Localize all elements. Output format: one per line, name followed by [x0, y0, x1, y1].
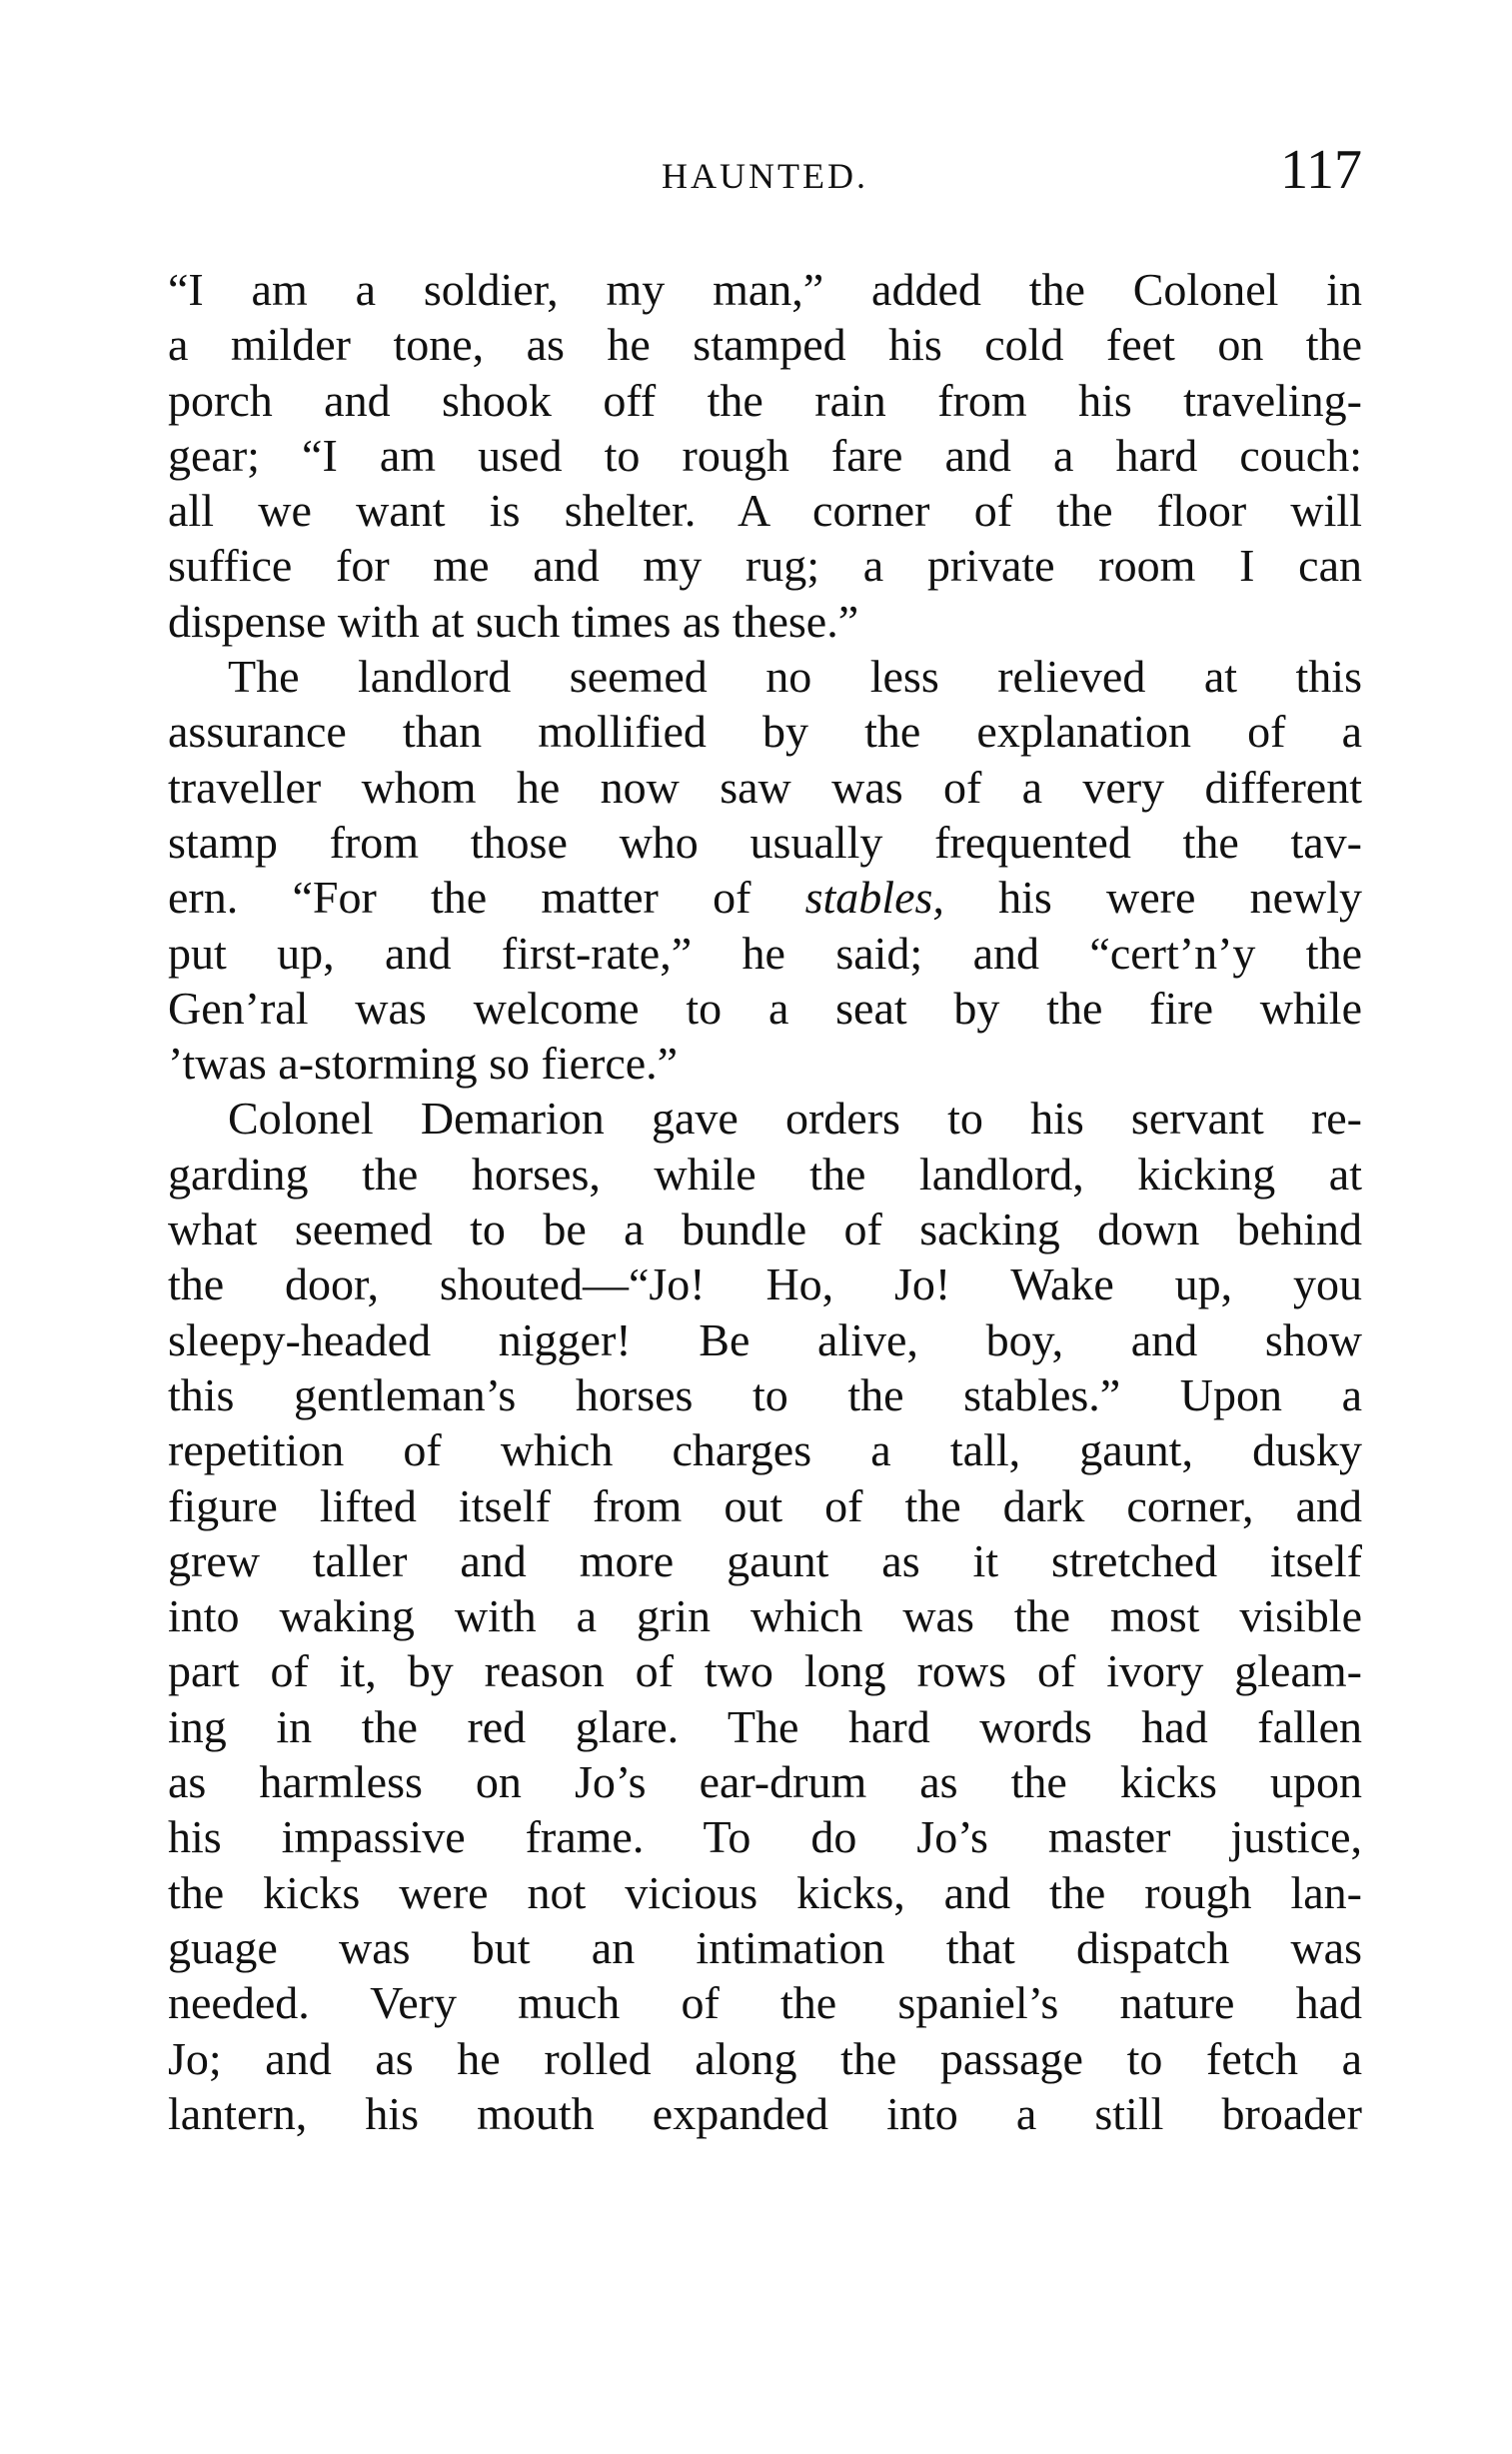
text-line: as harmless on Jo’s ear-drum as the kicks upon	[168, 1756, 1362, 1808]
text-line: stamp from those who usually frequented the tav-	[168, 816, 1362, 868]
text-line: suffice for me and my rug; a private room I can	[168, 540, 1362, 592]
page-header	[168, 140, 1362, 210]
text-line: ’twas a-storming so fierce.”	[168, 1038, 679, 1090]
text-line: gear; “I am used to rough fare and a hard couch:	[168, 429, 1362, 481]
text-line: Colonel Demarion gave orders to his servant re-	[228, 1093, 1362, 1145]
running-head: HAUNTED.	[662, 156, 868, 196]
text-line: assurance than mollified by the explanation of a	[168, 706, 1362, 758]
text-line: The landlord seemed no less relieved at this	[228, 651, 1362, 703]
text-line: figure lifted itself from out of the dark corner, and	[168, 1479, 1362, 1531]
text-line: this gentleman’s horses to the stables.” Upon a	[168, 1368, 1362, 1420]
text-line: sleepy-headed nigger! Be alive, boy, and show	[168, 1313, 1362, 1365]
text-line: ing in the red glare. The hard words had fallen	[168, 1700, 1362, 1752]
text-line: the kicks were not vicious kicks, and the rough lan-	[168, 1866, 1362, 1918]
text-line: put up, and first-rate,” he said; and “cert’n’y the	[168, 927, 1362, 979]
text-line: guage was but an intimation that dispatch was	[168, 1921, 1362, 1973]
text-line: porch and shook off the rain from his traveling-	[168, 374, 1362, 426]
text-line: a milder tone, as he stamped his cold feet on the	[168, 319, 1362, 371]
text-line: the door, shouted—“Jo! Ho, Jo! Wake up, you	[168, 1258, 1362, 1310]
text-fragment: ern. “For the matter of	[168, 872, 752, 924]
text-fragment: his were newly	[998, 872, 1363, 924]
text-line: repetition of which charges a tall, gaunt, dusky	[168, 1424, 1362, 1476]
text-line	[168, 870, 1362, 925]
text-line: grew taller and more gaunt as it stretched itself	[168, 1534, 1362, 1586]
text-line: Gen’ral was welcome to a seat by the fire while	[168, 982, 1362, 1034]
text-line: what seemed to be a bundle of sacking down behind	[168, 1204, 1362, 1255]
text-line: Jo; and as he rolled along the passage to fetch a	[168, 2032, 1362, 2084]
text-line: traveller whom he now saw was of a very different	[168, 761, 1362, 813]
text-line: garding the horses, while the landlord, kicking at	[168, 1148, 1362, 1200]
text-line: into waking with a grin which was the most visible	[168, 1590, 1362, 1642]
italic-word: stables,	[804, 872, 944, 924]
text-line: dispense with at such times as these.”	[168, 595, 859, 647]
text-line: “I am a soldier, my man,” added the Colonel in	[168, 264, 1362, 315]
text-line: needed. Very much of the spaniel’s nature had	[168, 1977, 1362, 2029]
body-text	[168, 262, 1362, 2141]
text-line: part of it, by reason of two long rows of ivory gleam-	[168, 1645, 1362, 1697]
text-line: his impassive frame. To do Jo’s master justice,	[168, 1811, 1362, 1863]
text-line: all we want is shelter. A corner of the floor will	[168, 485, 1362, 537]
text-line: lantern, his mouth expanded into a still broader	[168, 2087, 1362, 2139]
page-number: 117	[1280, 139, 1362, 201]
